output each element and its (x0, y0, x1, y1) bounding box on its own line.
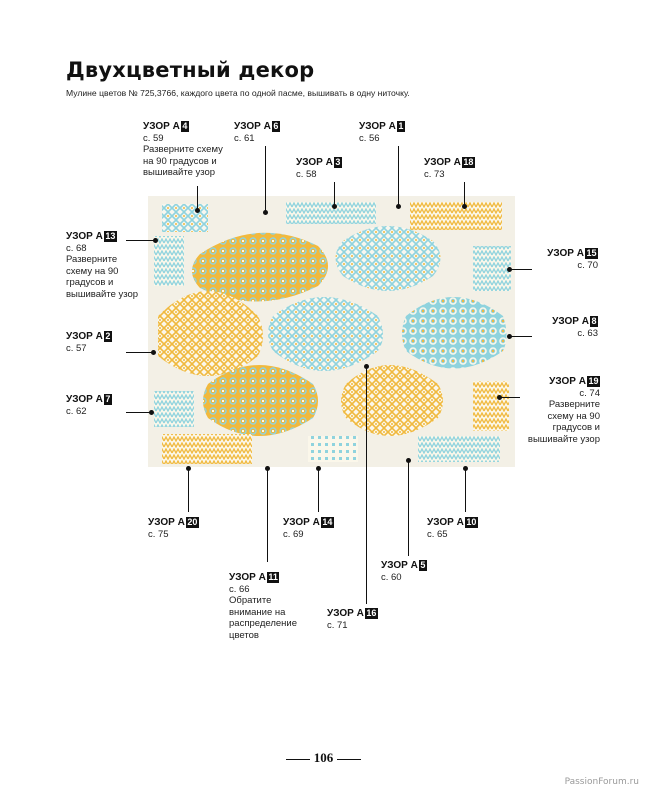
callout-a13: УЗОР А 13 с. 68 Разверните схему на 90 градусов и вышивайте узор (66, 231, 144, 300)
pattern-number-badge: 5 (420, 560, 426, 570)
leader-dot (332, 204, 337, 209)
pattern-number-badge: 13 (105, 231, 116, 241)
pattern-number-badge: 20 (187, 517, 198, 527)
callout-page: с. 65 (427, 528, 448, 540)
callout-page: с. 62 (66, 405, 87, 417)
leader-dot (497, 395, 502, 400)
pattern-number-badge: 14 (322, 517, 333, 527)
leader-dot (195, 208, 200, 213)
callout-page: с. 56 (359, 132, 380, 144)
leader-dot (265, 466, 270, 471)
callout-page: с. 57 (66, 342, 87, 354)
callout-page: с. 74 (579, 387, 600, 399)
callout-a20: УЗОР А 20 с. 75 (148, 517, 198, 540)
page-subtitle: Мулине цветов № 725,3766, каждого цвета по одной пасме, вышивать в одну ниточку. (66, 88, 410, 98)
leader-dot (507, 267, 512, 272)
callout-a5: УЗОР А 5 с. 60 (381, 560, 426, 583)
leader-line (318, 470, 319, 512)
callout-a3: УЗОР А 3 с. 58 (296, 157, 341, 180)
callout-note: Обратите внимание на распределение цветов (229, 595, 297, 641)
embroidery-svg (148, 196, 515, 467)
watermark: PassionForum.ru (564, 777, 639, 787)
pattern-number-badge: 7 (105, 394, 111, 404)
callout-a16: УЗОР А 16 с. 71 (327, 608, 377, 631)
leader-line (464, 182, 465, 206)
leader-dot (149, 410, 154, 415)
pattern-number-badge: 4 (182, 121, 188, 131)
callout-a15: УЗОР А 15 с. 70 (520, 248, 598, 271)
pattern-number-badge: 8 (591, 316, 597, 326)
callout-a10: УЗОР А 10 с. 65 (427, 517, 477, 540)
leader-line (500, 397, 520, 398)
leader-line (267, 470, 268, 562)
pattern-number-badge: 11 (268, 572, 278, 582)
callout-note: Разверните схему на 90 градусов и вышивайте узор (527, 399, 600, 445)
callout-page: с. 63 (577, 327, 598, 339)
leader-dot (186, 466, 191, 471)
pattern-number-badge: 10 (466, 517, 477, 527)
callout-page: с. 73 (424, 168, 445, 180)
pattern-number-badge: 19 (588, 376, 599, 386)
leader-line (366, 368, 367, 604)
leader-dot (463, 466, 468, 471)
pattern-number-badge: 16 (366, 608, 377, 618)
callout-a4: УЗОР А 4 с. 59 Разверните схему на 90 градусов и вышивайте узор (143, 121, 229, 179)
leader-line (398, 146, 399, 206)
callout-note: Разверните схему на 90 градусов и вышивайте узор (143, 144, 223, 178)
callout-a7: УЗОР А 7 с. 62 (66, 394, 111, 417)
leader-dot (507, 334, 512, 339)
callout-page: с. 75 (148, 528, 169, 540)
callout-a1: УЗОР А 1 с. 56 (359, 121, 404, 144)
leader-line (408, 462, 409, 556)
leader-dot (462, 204, 467, 209)
pattern-number-badge: 15 (586, 248, 597, 258)
pattern-number-badge: 6 (273, 121, 279, 131)
callout-page: с. 66 (229, 583, 250, 595)
leader-line (126, 240, 156, 241)
leader-line (188, 470, 189, 512)
callout-a2: УЗОР А 2 с. 57 (66, 331, 111, 354)
leader-dot (263, 210, 268, 215)
callout-page: с. 60 (381, 571, 402, 583)
leader-dot (364, 364, 369, 369)
leader-dot (396, 204, 401, 209)
leader-line (510, 269, 532, 270)
rule-right (337, 759, 361, 760)
leader-line (510, 336, 532, 337)
leader-dot (406, 458, 411, 463)
pattern-number-badge: 1 (398, 121, 404, 131)
page-title: Двухцветный декор (66, 58, 315, 82)
leader-line (465, 470, 466, 512)
rule-left (286, 759, 310, 760)
callout-a8: УЗОР А 8 с. 63 (520, 316, 598, 339)
callout-page: с. 69 (283, 528, 304, 540)
leader-line (265, 146, 266, 212)
callout-a14: УЗОР А 14 с. 69 (283, 517, 333, 540)
callout-a11: УЗОР А 11 с. 66 Обратите внимание на распределение цветов (229, 572, 317, 641)
callout-page: с. 71 (327, 619, 348, 631)
pattern-number-badge: 18 (463, 157, 474, 167)
callout-a18: УЗОР А 18 с. 73 (424, 157, 474, 180)
callout-page: с. 59 (143, 132, 164, 144)
callout-page: с. 68 (66, 242, 87, 254)
pattern-number-badge: 2 (105, 331, 111, 341)
page-number: 106 (0, 750, 647, 766)
callout-note: Разверните схему на 90 градусов и вышивайте узор (66, 254, 139, 300)
leader-dot (151, 350, 156, 355)
callout-a19: УЗОР А 19 с. 74 Разверните схему на 90 градусов и вышивайте узор (494, 376, 600, 445)
leader-line (334, 182, 335, 206)
callout-page: с. 70 (577, 259, 598, 271)
callout-a6: УЗОР А 6 с. 61 (234, 121, 279, 144)
leader-line (126, 352, 154, 353)
callout-page: с. 61 (234, 132, 255, 144)
callout-page: с. 58 (296, 168, 317, 180)
pattern-number-badge: 3 (335, 157, 341, 167)
leader-dot (153, 238, 158, 243)
embroidery-artwork (148, 196, 515, 467)
leader-dot (316, 466, 321, 471)
